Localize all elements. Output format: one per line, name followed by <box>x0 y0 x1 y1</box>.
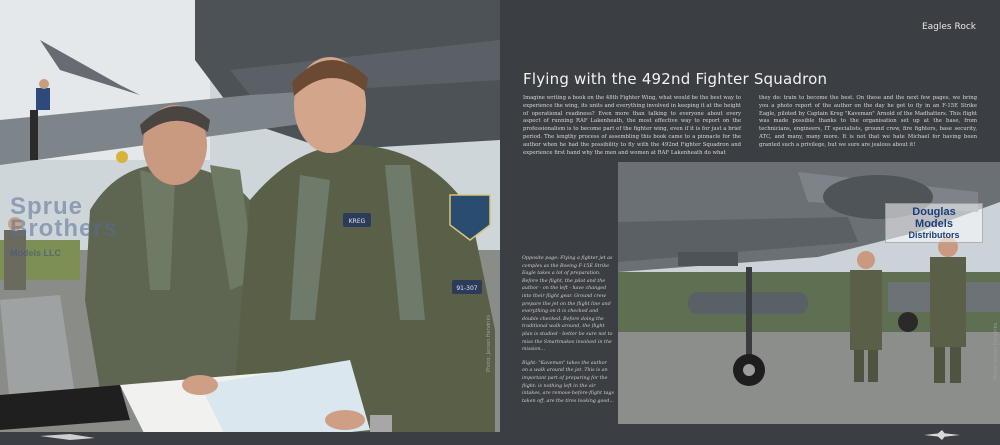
walkaround-photo <box>618 162 1000 424</box>
bottom-strip <box>500 424 1000 445</box>
watermark-right-line2: Models <box>915 218 953 230</box>
right-page <box>500 0 1000 445</box>
caption-right: Right: "Kaveman" takes the author on a walk around the jet. This is an important part of preparing for the flight: is nothing left in the air intakes, are remove-before-flight tags taken off, are the tires looking good... <box>522 360 614 404</box>
body-text-column-1: Imagine writing a book on the 48th Fighter Wing, what would be the best way to experience the wing, its units and everything involved in keeping it at the height of operational readiness? Even more than talking to everyone about every aspect of running RAF Lakenheath, the most effective way to report on the professionalism is to become part of the fighter wing, even if it is for just a brief period. The lengthy process of assembling this book came to a pinnacle for the author when he had the possibility to fly with the 492nd Fighter Squadron and experience first hand why the men and women at RAF Lakenheath do what <box>523 95 741 156</box>
body-text-column-2: they do: train to become the best. On these and the next few pages, we bring you a photo report of the author on the day he got to fly in an F-15E Strike Eagle, piloted by Captain Kreg "Kaveman" Arnold of the Madhatters. This flight was made possible thanks to the organisation set up at the base, from technicians, engineers, IT specialists, ground crew, fire fighters, base security, ATC, and many, many more. It is not that we hate Michael for having been granted such a privilege, but we sure are jealous about it! <box>759 95 977 148</box>
folio-bars-icon <box>966 434 982 445</box>
unit-patch-text: 91-307 <box>456 285 478 292</box>
watermark-right-line3: Distributors <box>908 230 960 240</box>
photo-credit-left: Photo: Jeroen Hendriks <box>486 314 492 372</box>
watermark-right-logo <box>885 203 983 243</box>
photo-caption <box>522 255 614 411</box>
watermark-left-line3: Models LLC <box>10 248 61 258</box>
photo-credit-right: Photo: Jeroen Hendriks <box>993 322 999 380</box>
f15-silhouette-icon <box>922 429 962 441</box>
watermark-left <box>10 193 119 264</box>
watermark-right-line1: Douglas <box>912 206 956 218</box>
name-patch-text: KREG <box>348 218 366 225</box>
watermark-left-line1: Sprue <box>10 193 84 220</box>
running-head: Eagles Rock <box>921 22 976 32</box>
watermark-left-line2: Brothers <box>10 215 119 242</box>
caption-opposite-page: Opposite page: Flying a fighter jet as complex as the Boeing F-15E Strike Eagle takes a lot of preparation. Before the flight, the pilot and the author - on the left - have changed into their flight gear. Ground crew prepare the jet on the flight line and everything on it is checked and double checked. Before doing the traditional walk-around, the flight plan is studied - better be sure not to miss the Smartmakes involved in the mission... <box>522 256 613 353</box>
article-headline: Flying with the 492nd Fighter Squadron <box>523 70 828 88</box>
